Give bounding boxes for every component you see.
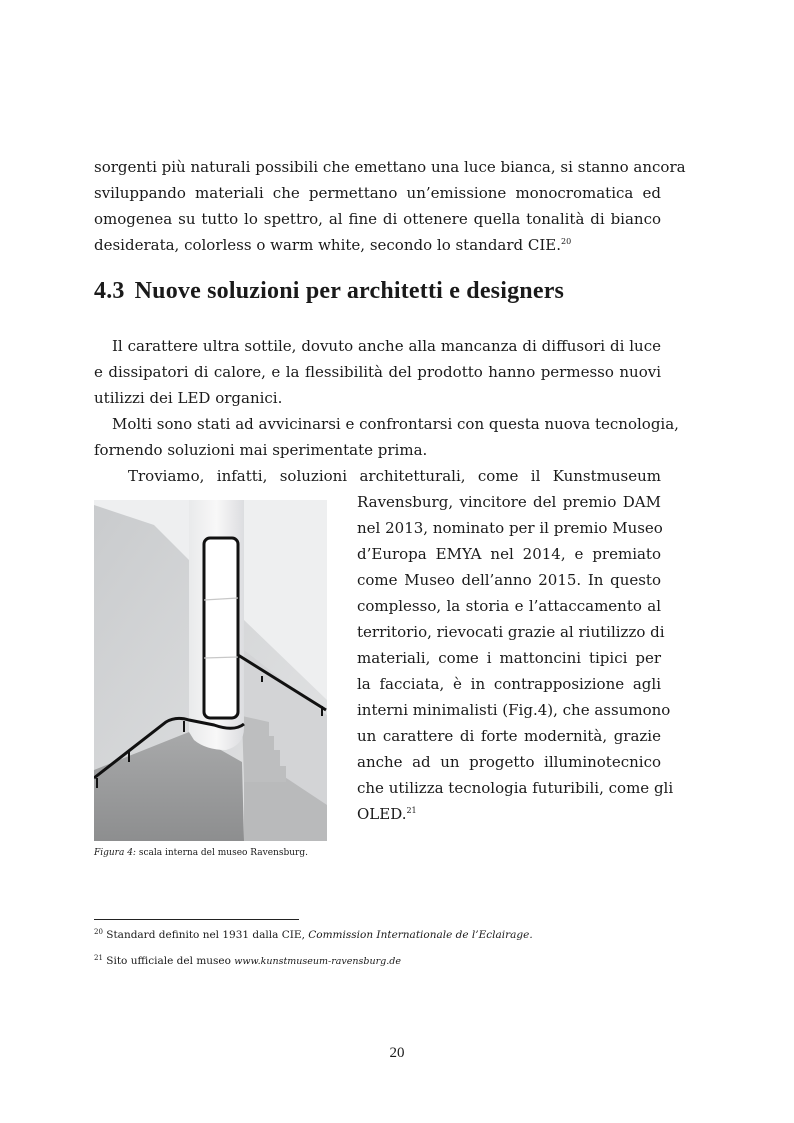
text-line: Troviamo, infatti, soluzioni architetturali, come il Kunstmuseum xyxy=(128,467,661,485)
text-line-content: desiderata, colorless o warm white, secondo lo standard CIE. xyxy=(94,236,562,254)
figure-label: Figura 4: xyxy=(94,848,136,858)
text-line: territorio, rievocati grazie al riutilizzo di xyxy=(357,623,665,641)
footnote-number: 20 xyxy=(94,928,103,936)
footnote-text: Sito ufficiale del museo xyxy=(106,955,235,967)
section-number: 4.3 xyxy=(94,278,125,304)
figure-caption xyxy=(94,848,308,858)
text-line: Il carattere ultra sottile, dovuto anche alla mancanza di diffusori di luce xyxy=(112,337,661,355)
text-line: un carattere di forte modernità, grazie xyxy=(357,727,661,745)
text-line: che utilizza tecnologia futuribili, come gli xyxy=(357,779,674,797)
text-line: fornendo soluzioni mai sperimentate prima. xyxy=(94,441,428,459)
text-line: nel 2013, nominato per il premio Museo xyxy=(357,519,663,537)
text-line: come Museo dell’anno 2015. In questo xyxy=(357,571,661,589)
section-heading xyxy=(94,278,564,305)
text-line xyxy=(357,801,661,827)
section-title: Nuove soluzioni per architetti e designers xyxy=(134,278,565,304)
text-line: Ravensburg, vincitore del premio DAM xyxy=(357,493,661,511)
body-paragraph xyxy=(94,333,661,411)
wrapped-paragraph xyxy=(357,489,674,827)
text-line: la facciata, è in contrapposizione agli xyxy=(357,675,661,693)
text-line: e dissipatori di calore, e la flessibilità del prodotto hanno permesso nuovi xyxy=(94,363,661,381)
footnote-ref: 20 xyxy=(561,237,572,246)
body-paragraph xyxy=(94,463,661,489)
text-line: anche ad un progetto illuminotecnico xyxy=(357,753,661,771)
text-line-content: OLED. xyxy=(357,805,407,823)
text-line: Molti sono stati ad avvicinarsi e confrontarsi con questa nuova tecnologia, xyxy=(112,415,679,433)
page-number: 20 xyxy=(389,1045,405,1061)
text-line: sorgenti più naturali possibili che emettano una luce bianca, si stanno ancora xyxy=(94,158,686,176)
text-line: interni minimalisti (Fig.4), che assumono xyxy=(357,701,671,719)
footnote xyxy=(94,955,401,967)
text-line: utilizzi dei LED organici. xyxy=(94,389,283,407)
footnote-ref: 21 xyxy=(406,806,417,815)
text-line: d’Europa EMYA nel 2014, e premiato xyxy=(357,545,661,563)
text-line: sviluppando materiali che permettano un’emissione monocromatica ed xyxy=(94,184,661,202)
footnote-separator xyxy=(94,919,299,920)
footnote-text: Standard definito nel 1931 dalla CIE, xyxy=(106,929,309,941)
footnote xyxy=(94,929,533,941)
text-line xyxy=(94,232,661,258)
footnote-link[interactable]: www.kunstmuseum-ravensburg.de xyxy=(234,956,401,967)
figure-caption-text: scala interna del museo Ravensburg. xyxy=(138,848,308,858)
intro-paragraph xyxy=(94,154,686,258)
footnote-number: 21 xyxy=(94,954,103,962)
staircase-photo xyxy=(94,500,327,841)
text-line: omogenea su tutto lo spettro, al fine di ottenere quella tonalità di bianco xyxy=(94,210,661,228)
text-line: complesso, la storia e l’attaccamento al xyxy=(357,597,661,615)
footnote-emphasis: Commission Internationale de l’Eclairage. xyxy=(308,929,533,941)
text-line: materiali, come i mattoncini tipici per xyxy=(357,649,661,667)
body-paragraph xyxy=(94,411,679,463)
